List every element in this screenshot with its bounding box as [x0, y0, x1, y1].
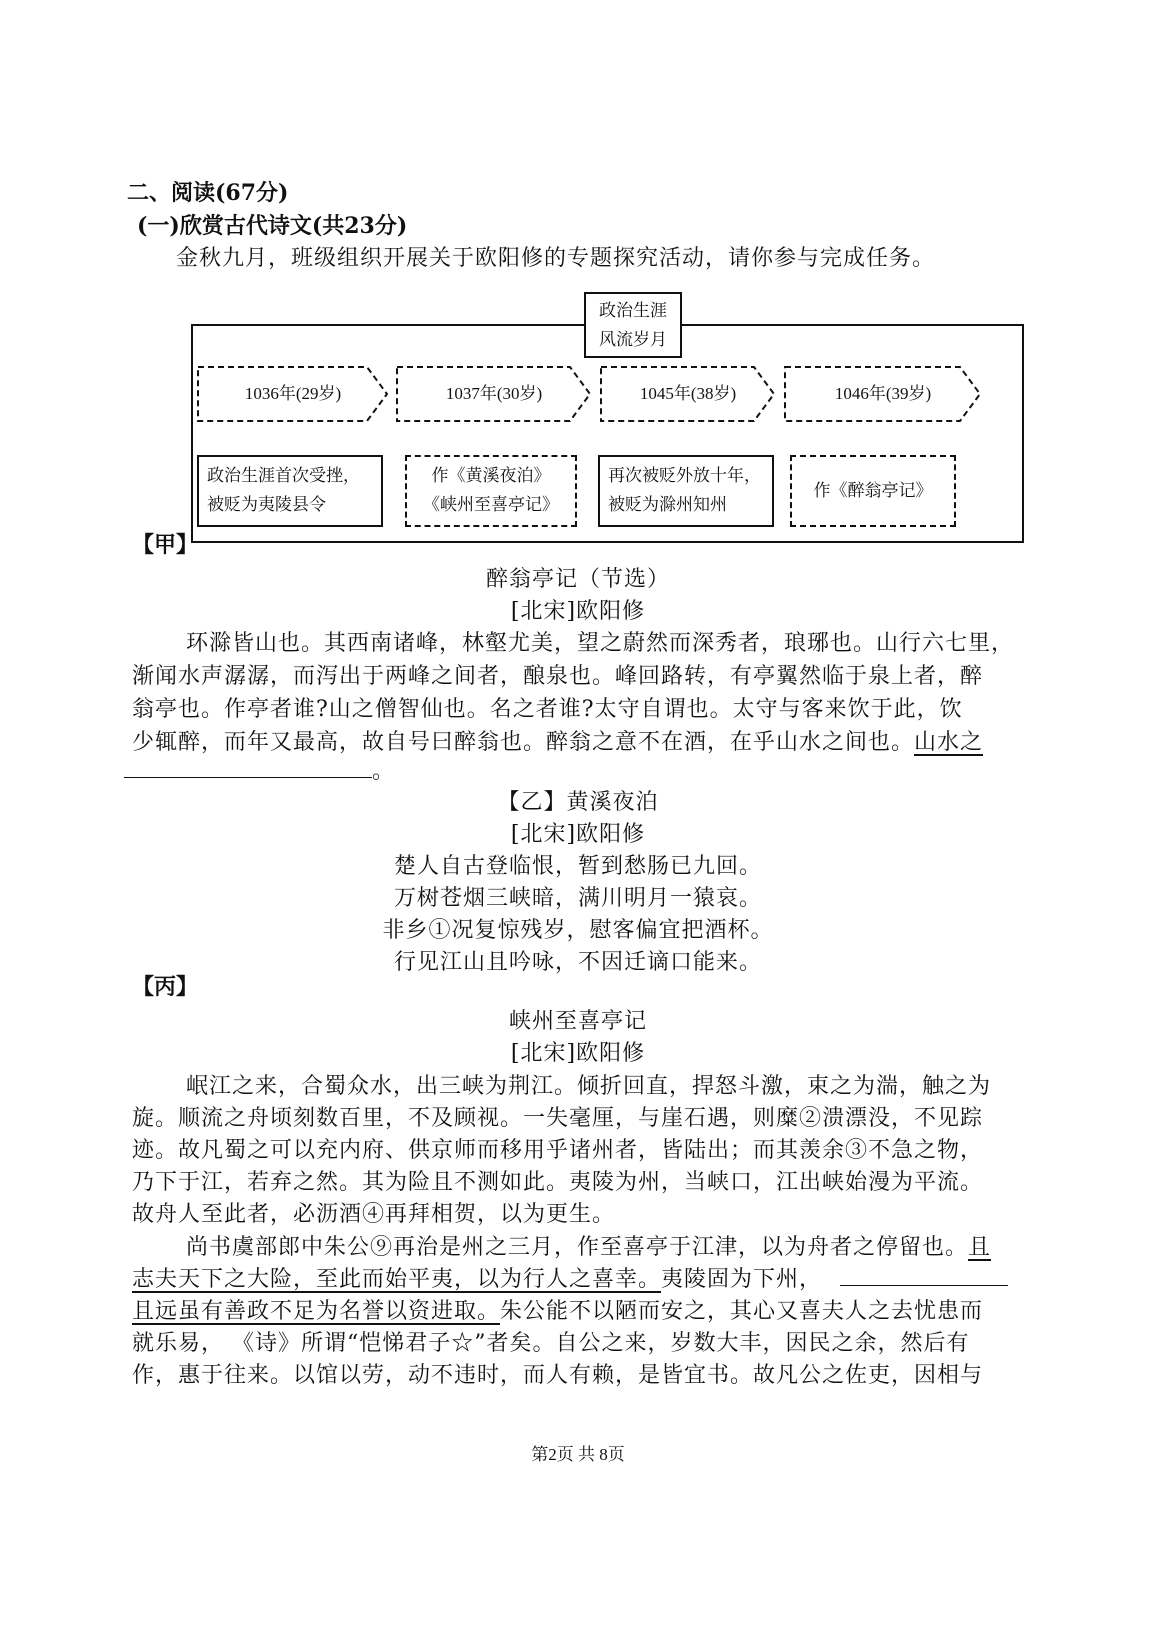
underlined-text: 且远虽有善政不足为名誉以资进取。 [132, 1299, 501, 1324]
event-line: 《峡州至喜亭记》 [423, 495, 559, 515]
timeline-title-line1: 政治生涯 [599, 301, 667, 321]
bing-title: 峡州至喜亭记 [508, 1009, 647, 1034]
bing-p1-line-4: 乃下于江，若弃之然。其为险且不测如此。夷陵为州，当峡口，江出峡始漫为平流。 [132, 1170, 984, 1195]
jia-label: 【甲】 [132, 532, 199, 558]
underlined-text: 且 [968, 1235, 992, 1260]
event-line: 被贬为夷陵县令 [207, 495, 326, 515]
subsection-heading: (一)欣赏古代诗文(共23分) [137, 213, 408, 239]
year-arrow-3 [600, 366, 776, 422]
year-label: 1046年(39岁) [834, 384, 932, 403]
bing-p1-line-3: 迹。故凡蜀之可以充内府、供京师而移用乎诸州者，皆陆出；而其羡余③不急之物， [132, 1138, 984, 1163]
section-heading: 二、阅读(67分) [127, 180, 289, 206]
jia-underlined-text: 山水之 [914, 730, 984, 755]
jia-blank-line [124, 754, 395, 785]
year-label: 1036年(29岁) [244, 384, 342, 403]
answer-blank [840, 1284, 1008, 1286]
poem-line-3: 非乡①况复惊残岁，慰客偏宜把酒杯。 [382, 918, 774, 943]
poem-line-2: 万树苍烟三峡暗，满川明月一猿哀。 [393, 886, 762, 911]
end-mark: 。 [372, 759, 396, 784]
jia-line-4 [132, 725, 983, 756]
yi-author: [北宋]欧阳修 [510, 822, 646, 847]
plain-text: 尚书虞部郎中朱公⑨再治是州之三月，作至喜亭于江津，以为舟者之停留也。 [186, 1235, 969, 1260]
bing-p2-line-3 [132, 1294, 983, 1325]
bing-p1-line-2: 旋。顺流之舟顷刻数百里，不及顾视。一失毫厘，与崖石遇，则糜②溃漂没，不见踪 [132, 1106, 984, 1131]
bing-p1-line-1: 岷江之来，合蜀众水，出三峡为荆江。倾折回直，捍怒斗激，束之为湍，触之为 [186, 1074, 992, 1099]
jia-line-1: 环滁皆山也。其西南诸峰，林壑尤美，望之蔚然而深秀者，琅琊也。山行六七里， [186, 631, 1015, 656]
timeline-title-line2: 风流岁月 [599, 330, 667, 350]
event-box-2 [405, 455, 577, 527]
plain-text: 朱公能不以陋而安之，其心又喜夫人之去忧患而 [500, 1299, 984, 1324]
answer-blank [124, 776, 372, 778]
poem-line-4: 行见江山且吟咏，不因迁谪口能来。 [393, 950, 762, 975]
underlined-text: 志夫天下之大险，至此而始平夷，以为行人之喜幸。 [132, 1267, 662, 1292]
poem-line-1: 楚人自古登临恨，暂到愁肠已九回。 [393, 854, 762, 879]
bing-label: 【丙】 [132, 974, 199, 1000]
year-arrow-1 [197, 366, 389, 422]
jia-line-4-text: 少辄醉，而年又最高，故自号曰醉翁也。醉翁之意不在酒，在乎山水之间也。 [132, 730, 915, 755]
bing-p2-line-4: 就乐易， 《诗》所谓“恺悌君子☆”者矣。自公之来，岁数大丰，因民之余，然后有 [132, 1331, 970, 1356]
yi-heading: 【乙】黄溪夜泊 [497, 790, 659, 815]
bing-p2-line-5: 作，惠于往来。以馆以劳，动不违时，而人有赖，是皆宜书。故凡公之佐吏，因相与 [132, 1363, 984, 1388]
event-box-4 [790, 455, 956, 527]
event-line: 政治生涯首次受挫， [207, 466, 360, 486]
event-box-3 [598, 455, 774, 527]
event-line: 作《醉翁亭记》 [813, 481, 933, 501]
bing-p2-line-1 [186, 1230, 991, 1261]
page-footer: 第2页 共 8页 [531, 1445, 625, 1464]
jia-line-3: 翁亭也。作亭者谁?山之僧智仙也。名之者谁?太守自谓也。太守与客来饮于此，饮 [132, 697, 963, 722]
event-line: 再次被贬外放十年， [608, 466, 761, 486]
year-arrow-4 [784, 366, 982, 422]
bing-p1-line-5: 故舟人至此者，必沥酒④再拜相贺，以为更生。 [132, 1202, 616, 1227]
bing-p2-line-2 [132, 1262, 1008, 1293]
bing-author: [北宋]欧阳修 [510, 1041, 646, 1066]
year-arrow-2 [396, 366, 592, 422]
jia-line-2: 渐闻水声潺潺，而泻出于两峰之间者，酿泉也。峰回路转，有亭翼然临于泉上者，醉 [132, 664, 984, 689]
timeline-title-box [584, 292, 682, 358]
jia-author: [北宋]欧阳修 [510, 599, 646, 624]
jia-title: 醉翁亭记（节选） [485, 567, 670, 592]
intro-text: 金秋九月，班级组织开展关于欧阳修的专题探究活动，请你参与完成任务。 [176, 246, 936, 271]
year-label: 1037年(30岁) [445, 384, 543, 403]
plain-text: 夷陵固为下州， [661, 1267, 823, 1292]
event-line: 被贬为滁州知州 [608, 495, 727, 515]
event-box-1 [197, 455, 383, 527]
year-label: 1045年(38岁) [639, 384, 737, 403]
event-line: 作《黄溪夜泊》 [431, 466, 551, 486]
